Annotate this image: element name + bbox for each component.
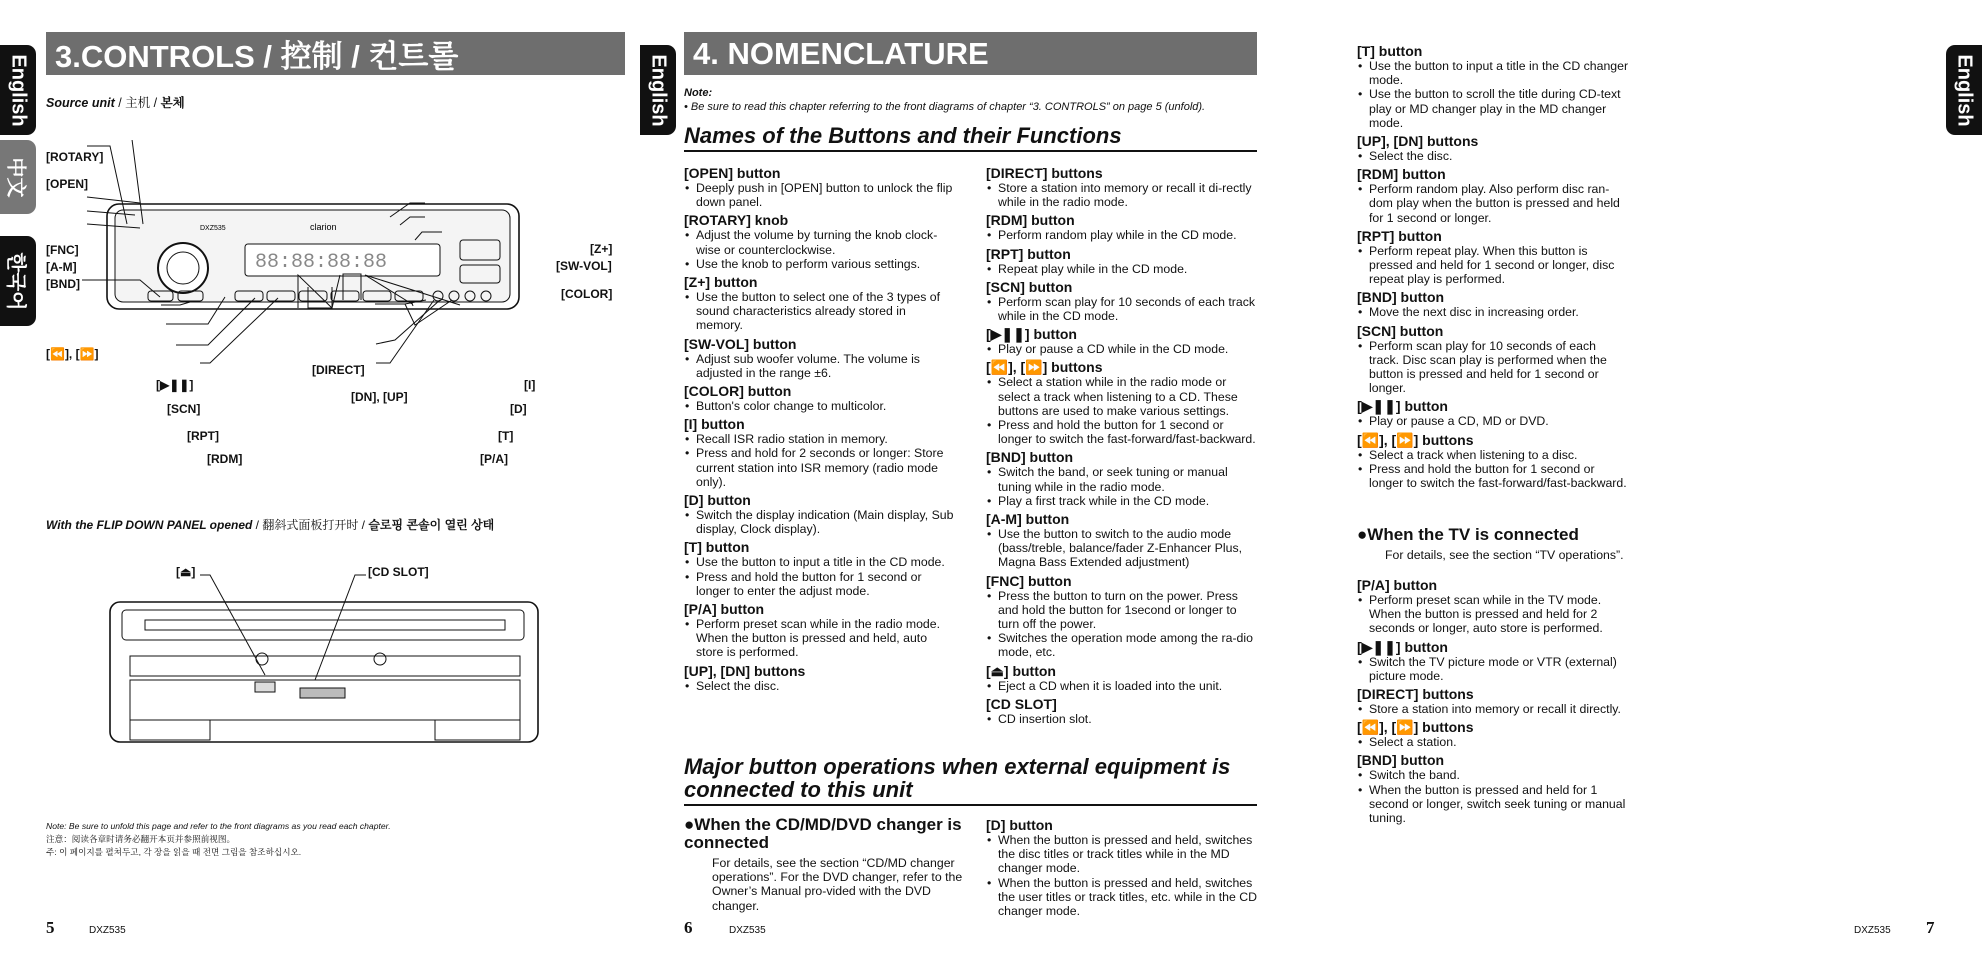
- button-desc: • Store a station into memory or recall it directly.: [1357, 702, 1629, 716]
- button-desc-list: [986, 527, 1258, 570]
- button-desc: • When the button is pressed and held for 1 second or longer, switch seek tuning or manual tuning.: [1357, 783, 1629, 826]
- button-desc: • Repeat play while in the CD mode.: [986, 262, 1258, 276]
- button-desc: • Use the button to select one of the 3 types of sound characteristics already stored in memory.: [684, 290, 956, 333]
- button-desc-list: [1357, 59, 1629, 130]
- button-desc-list: [1357, 735, 1629, 749]
- button-desc: • Perform scan play for 10 seconds of each track while in the CD mode.: [986, 295, 1258, 323]
- button-title: [⏪], [⏩] buttons: [1357, 431, 1474, 448]
- button-desc: • Switch the TV picture mode or VTR (external) picture mode.: [1357, 655, 1629, 683]
- label-direct: [DIRECT]: [312, 363, 365, 377]
- button-desc-list: [986, 465, 1258, 508]
- button-title: [SCN] button: [1357, 322, 1444, 339]
- button-desc: • Use the button to switch to the audio mode (bass/treble, balance/fader Z-Enhancer Plus, Magna Bass Extended adjustment): [986, 527, 1258, 570]
- button-desc: • Select a station while in the radio mode or select a track when listening to a CD. These buttons are used to make various settings.: [986, 375, 1258, 418]
- label-i: [I]: [524, 378, 536, 392]
- buttons-column-1: [684, 162, 956, 693]
- tv-buttons-column: [1357, 574, 1629, 825]
- button-desc-list: [1357, 768, 1629, 825]
- tab-english-p7[interactable]: English: [1946, 45, 1982, 135]
- svg-text:clarion: clarion: [310, 222, 337, 232]
- tab-english-p6[interactable]: English: [640, 45, 676, 135]
- button-desc: • When the button is pressed and held, switches the disc titles or track titles while in the MD changer mode.: [986, 833, 1258, 876]
- button-desc: • Play or pause a CD, MD or DVD.: [1357, 414, 1629, 428]
- button-desc-list: [684, 399, 956, 413]
- tv-note: For details, see the section “TV operations”.: [1385, 548, 1624, 562]
- button-desc: • Adjust sub woofer volume. The volume is adjusted in the range ±6.: [684, 352, 956, 380]
- button-title: [▶❚❚] button: [1357, 398, 1448, 415]
- button-desc: • Select the disc.: [1357, 149, 1629, 163]
- label-rotary: [ROTARY]: [46, 150, 104, 164]
- button-desc: • Switches the operation mode among the ra-dio mode, etc.: [986, 631, 1258, 659]
- label-rpt: [RPT]: [187, 429, 219, 443]
- unfold-note: Note: Be sure to unfold this page and refer to the front diagrams as you read each chapter. 注意：阅读各章时请务必翻开本页并参照前视图。 주: 이 페이지를 펼쳐두고, 각 장을 읽을 때 전면 그림을 참조하십시오.: [46, 821, 391, 857]
- button-title: [▶❚❚] button: [1357, 638, 1448, 655]
- button-title: [RPT] button: [986, 245, 1071, 262]
- button-desc-list: [986, 589, 1258, 660]
- button-desc: • Switch the display indication (Main display, Sub display, Clock display).: [684, 508, 956, 536]
- button-title: [⏏] button: [986, 662, 1056, 679]
- label-play-pause: [▶❚❚]: [156, 378, 194, 392]
- label-fnc: [FNC]: [46, 243, 79, 257]
- button-title: [UP], [DN] buttons: [684, 662, 806, 679]
- button-desc: • Press and hold the button for 1 second or longer to enter the adjust mode.: [684, 570, 956, 598]
- button-desc-list: [1357, 182, 1629, 225]
- button-desc: • Perform repeat play. When this button is pressed and held for 1 second or longer, disc repeat play is performed.: [1357, 244, 1629, 287]
- button-desc-list: [1357, 655, 1629, 683]
- rotary-knob-icon: [158, 243, 208, 293]
- button-desc: • Store a station into memory or recall it di-rectly while in the radio mode.: [986, 181, 1258, 209]
- changer-block: [684, 816, 966, 913]
- button-desc-list: [684, 228, 956, 271]
- button-desc-list: [1357, 339, 1629, 396]
- button-title: [RPT] button: [1357, 227, 1442, 244]
- button-title: [A-M] button: [986, 511, 1070, 528]
- button-desc: • Use the button to input a title in the CD changer mode.: [1357, 59, 1629, 87]
- model-label-7: DXZ535: [1854, 925, 1891, 936]
- button-desc-list: [1357, 305, 1629, 319]
- button-desc-list: [684, 617, 956, 660]
- button-desc: • Eject a CD when it is loaded into the unit.: [986, 679, 1258, 693]
- label-rdm: [RDM]: [207, 452, 243, 466]
- button-desc: • Switch the band, or seek tuning or manual tuning while in the radio mode.: [986, 465, 1258, 493]
- label-t: [T]: [498, 429, 514, 443]
- button-desc: • Recall ISR radio station in memory.: [684, 432, 956, 446]
- model-label-6: DXZ535: [729, 925, 766, 936]
- label-dn-up: [DN], [UP]: [351, 390, 408, 404]
- button-desc: • Use the button to input a title in the CD mode.: [684, 555, 956, 569]
- button-desc-list: [1357, 593, 1629, 636]
- changer-text: For details, see the section “CD/MD changer operations”. For the DVD changer, refer to the Owner’s Manual pro-vided with the DVD changer.: [712, 856, 963, 913]
- label-open: [OPEN]: [46, 177, 88, 191]
- button-desc: • Use the button to scroll the title during CD-text play or MD changer play in the MD changer mode.: [1357, 87, 1629, 130]
- button-title: [SCN] button: [986, 278, 1073, 295]
- button-desc-list: [684, 555, 956, 598]
- tv-block: [1357, 526, 1629, 562]
- section-external-equipment: Major button operations when external equipment is connected to this unit: [684, 755, 1257, 806]
- label-am: [A-M]: [46, 260, 77, 274]
- button-desc-list: [986, 181, 1258, 209]
- bullet-icon: ●: [684, 815, 695, 834]
- page-title: 3.CONTROLS / 控制 / 컨트롤: [46, 32, 625, 75]
- source-unit-diagram: [40, 140, 640, 480]
- label-pa: [P/A]: [480, 452, 508, 466]
- button-desc-list: [1357, 414, 1629, 428]
- button-desc: • Switch the band.: [1357, 768, 1629, 782]
- flip-panel-diagram: [100, 560, 550, 750]
- button-desc-list: [986, 228, 1258, 242]
- button-desc: • Press and hold the button for 1 second or longer to switch the fast-forward/fast-backward.: [1357, 462, 1629, 490]
- eject-button: [255, 682, 275, 692]
- button-desc-list: [684, 181, 956, 209]
- d-button-title: [D] button: [986, 817, 1053, 833]
- label-bnd: [BND]: [46, 277, 80, 291]
- button-title: [⏪], [⏩] buttons: [986, 359, 1103, 376]
- button-title: [BND] button: [1357, 752, 1445, 769]
- button-desc: • Use the knob to perform various settings.: [684, 257, 956, 271]
- button-title: [Z+] button: [684, 274, 758, 291]
- button-title: [SW-VOL] button: [684, 335, 797, 352]
- button-desc: • Perform random play while in the CD mode.: [986, 228, 1258, 242]
- button-title: [⏪], [⏩] buttons: [1357, 719, 1474, 736]
- changer-title: ●When the CD/MD/DVD changer is connected: [684, 815, 962, 852]
- button-title: [DIRECT] buttons: [986, 165, 1103, 181]
- button-desc-list: [986, 712, 1258, 726]
- button-title: [OPEN] button: [684, 165, 781, 181]
- label-sw-vol: [SW-VOL]: [556, 259, 612, 273]
- button-desc-list: [684, 508, 956, 536]
- page-number-6: 6: [684, 918, 693, 937]
- flip-panel-caption: With the FLIP DOWN PANEL opened / 翻斜式面板打开时 / 슬로핑 콘솔이 열린 상태: [46, 518, 495, 532]
- button-desc-list: [986, 295, 1258, 323]
- button-title: [T] button: [1357, 43, 1423, 59]
- tab-english[interactable]: English: [0, 45, 36, 135]
- button-title: [BND] button: [986, 449, 1074, 466]
- button-desc: • Select the disc.: [684, 679, 956, 693]
- button-desc-list: [986, 375, 1258, 446]
- button-title: [T] button: [684, 539, 750, 556]
- button-desc: • Perform scan play for 10 seconds of each track. Disc scan play is performed when the button is pressed and held for 1 second or longer.: [1357, 339, 1629, 396]
- label-zplus: [Z+]: [590, 242, 613, 256]
- button-title: [BND] button: [1357, 289, 1445, 306]
- cd-slot: [130, 656, 520, 676]
- changer-buttons-column: [1357, 40, 1629, 490]
- button-title: [CD SLOT]: [986, 695, 1057, 712]
- label-scn: [SCN]: [167, 402, 201, 416]
- model-label: DXZ535: [89, 925, 126, 936]
- tab-chinese[interactable]: 中文: [0, 140, 36, 214]
- button-desc-list: [1357, 149, 1629, 163]
- button-desc: • When the button is pressed and held, switches the user titles or track titles, etc. while in the CD changer mode.: [986, 876, 1258, 919]
- tab-korean[interactable]: 한국어: [0, 236, 36, 326]
- button-title: [▶❚❚] button: [986, 326, 1077, 343]
- button-desc: • Select a station.: [1357, 735, 1629, 749]
- button-desc: • Play a first track while in the CD mode.: [986, 494, 1258, 508]
- button-desc: • CD insertion slot.: [986, 712, 1258, 726]
- button-desc-list: [986, 262, 1258, 276]
- button-title: [D] button: [684, 492, 751, 509]
- label-eject: [⏏]: [176, 565, 196, 579]
- svg-text:DXZ535: DXZ535: [200, 225, 226, 232]
- button-desc-list: [986, 679, 1258, 693]
- bullet-icon: ●: [1357, 525, 1368, 544]
- button-desc: • Perform preset scan while in the radio mode. When the button is pressed and held, auto store is performed.: [684, 617, 956, 660]
- button-desc-list: [1357, 702, 1629, 716]
- button-title: [RDM] button: [1357, 166, 1446, 183]
- button-title: [DIRECT] buttons: [1357, 686, 1474, 703]
- button-title: [P/A] button: [1357, 577, 1438, 593]
- button-desc: • Select a track when listening to a disc.: [1357, 448, 1629, 462]
- button-desc-list: [684, 679, 956, 693]
- label-prev-next: [⏪], [⏩]: [46, 347, 99, 361]
- nomenclature-note: Note: • Be sure to read this chapter referring to the front diagrams of chapter “3. CONTROLS” on page 5 (unfold).: [684, 87, 1206, 113]
- label-cd-slot: [CD SLOT]: [368, 565, 429, 579]
- button-title: [UP], [DN] buttons: [1357, 133, 1479, 150]
- button-desc-list: [684, 290, 956, 333]
- button-desc: • Press the button to turn on the power. Press and hold the button for 1second or longer to turn off the power.: [986, 589, 1258, 632]
- label-d: [D]: [510, 402, 527, 416]
- button-desc-list: [1357, 244, 1629, 287]
- button-desc-list: [986, 342, 1258, 356]
- tv-title: ●When the TV is connected: [1357, 525, 1579, 544]
- button-desc: • Button's color change to multicolor.: [684, 399, 956, 413]
- button-desc-list: [684, 352, 956, 380]
- button-desc-list: [684, 432, 956, 489]
- button-desc: • Perform random play. Also perform disc ran-dom play when the button is pressed and held for 1 second or longer.: [1357, 182, 1629, 225]
- section-names-buttons: Names of the Buttons and their Functions: [684, 124, 1257, 152]
- nomenclature-title: 4. NOMENCLATURE: [684, 32, 1257, 75]
- button-title: [ROTARY] knob: [684, 212, 789, 229]
- button-title: [I] button: [684, 416, 745, 433]
- button-desc: • Move the next disc in increasing order.: [1357, 305, 1629, 319]
- button-desc: • Press and hold the button for 1 second or longer to switch the fast-forward/fast-backward.: [986, 418, 1258, 446]
- button-desc: • Play or pause a CD while in the CD mode.: [986, 342, 1258, 356]
- page-number-7: 7: [1926, 918, 1935, 937]
- source-unit-caption: Source unit / 主机 / 본체: [46, 96, 185, 110]
- button-desc: • Adjust the volume by turning the knob clock-wise or counterclockwise.: [684, 228, 956, 256]
- button-desc: • Perform preset scan while in the TV mode. When the button is pressed and held for 2 seconds or longer, auto store is performed.: [1357, 593, 1629, 636]
- button-desc: • Deeply push in [OPEN] button to unlock the flip down panel.: [684, 181, 956, 209]
- button-title: [COLOR] button: [684, 383, 792, 400]
- page-number-5: 5: [46, 918, 55, 937]
- buttons-column-2: [986, 162, 1258, 726]
- label-color: [COLOR]: [561, 287, 613, 301]
- d-button-block: [986, 814, 1258, 918]
- button-title: [RDM] button: [986, 212, 1075, 229]
- svg-text:88:88:88:88: 88:88:88:88: [255, 251, 388, 274]
- button-desc: • Press and hold for 2 seconds or longer: Store current station into ISR memory (radio mode only).: [684, 446, 956, 489]
- button-desc-list: [1357, 448, 1629, 491]
- button-title: [P/A] button: [684, 601, 765, 618]
- button-title: [FNC] button: [986, 572, 1072, 589]
